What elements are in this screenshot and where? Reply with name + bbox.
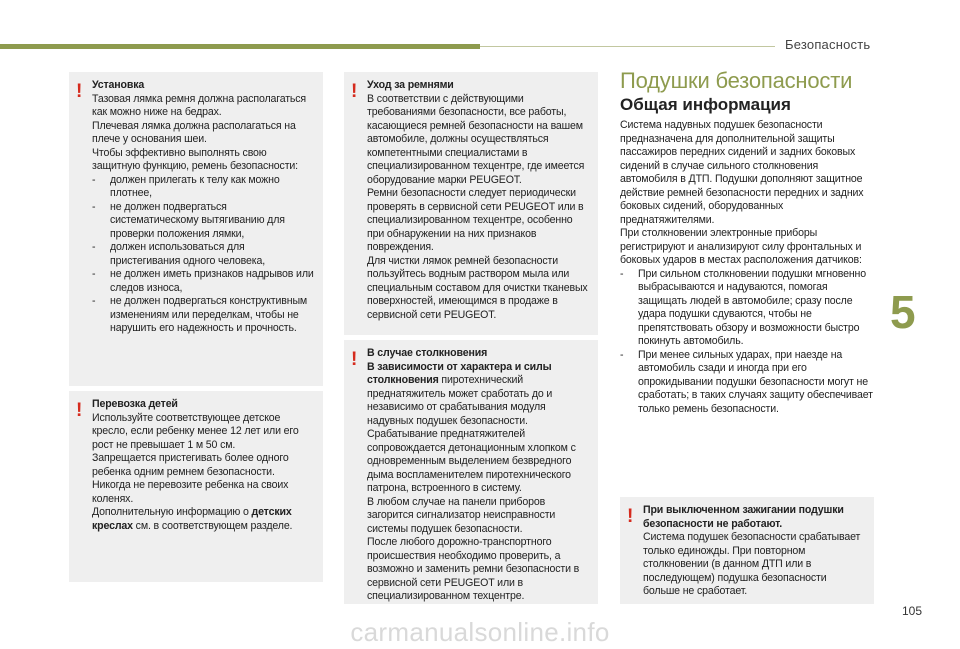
page-title: Подушки безопасности [620,68,853,93]
list-item: - не должен иметь признаков надрывов или следов износа, [92,268,315,295]
paragraph: Ремни безопасности следует периодически проверять в сервисной сети PEUGEOT или в специализированном техцентре, особенно при обнаружении на них признаков повреждения. [367,187,584,253]
box-title: При выключенном зажигании подушки безопасности не работают. [643,504,844,530]
warning-box-ignition [620,497,874,604]
requirements-list [92,174,315,336]
list-item: - При сильном столкновении подушки мгновенно выбрасываются и надуваются, помогая защищать людей в автомобиле; сразу после удара подушки сдуваются, чтобы не препятствовать обзору и возможности быстро покинуть автомобиль. [620,268,878,349]
list-item: - При менее сильных ударах, при наезде на автомобиль сзади и иногда при его опрокидывании подушки безопасности могут не сработать; в таких случаях защиту обеспечивает только ремень безопасности. [620,349,878,417]
list-item: - должен прилегать к телу как можно плотнее, [92,174,315,201]
box-title: В случае столкновения [367,347,488,359]
impact-list [620,268,878,417]
warning-icon: ! [76,81,83,102]
warning-box-installation [69,72,323,386]
warning-icon: ! [351,349,358,370]
paragraph: Тазовая лямка ремня должна располагаться как можно ниже на бедрах. [92,92,307,118]
list-item: - не должен подвергаться систематическому вытягиванию для проверки положения лямки, [92,201,315,242]
paragraph: Для чистки лямок ремней безопасности пользуйтесь водным раствором мыла или специальным составом для очистки тканевых поверхностей, имеющимся в продаже в сервисной сети PEUGEOT. [367,254,588,321]
paragraph: После любого дорожно-транспортного происшествия необходимо проверить, а возможно и заменить ремни безопасности в сервисной сети PEUGEOT или в специализированном техцентре. [367,536,580,602]
paragraph: Чтобы эффективно выполнять свою защитную функцию, ремень безопасности: [92,146,298,172]
paragraph: В соответствии с действующими требованиями безопасности, все работы, касающиеся ремней безопасности на вашем автомобиле, должны осуществляться компетентными специалистами в специализированном техцентре, где имеется оборудование марки PEUGEOT. [367,92,585,186]
text-run-bold: В зависимости от характера и силы столкновения [367,360,552,386]
page-number: 105 [902,604,923,618]
warning-icon: ! [351,81,358,102]
warning-icon: ! [627,506,634,527]
paragraph: Запрещается пристегивать более одного ребенка одним ремнем безопасности. [92,452,289,478]
paragraph: Используйте соответствующее детское кресло, если ребенку менее 12 лет или его рост не превышает 1 м 50 см. [92,411,299,451]
paragraph: Система надувных подушек безопасности предназначена для дополнительной защиты пассажиров передних сидений и задних боковых сидений в случае сильного столкновения автомобиля в ДТП. Подушки дополняют защитное действие ремней безопасности передних и задних боковых сидений, оборудованных преднатяжителями. [620,119,864,226]
paragraph [367,361,590,496]
paragraph: В любом случае на панели приборов загорится сигнализатор неисправности системы подушек безопасности. [367,495,556,535]
watermark: carmanualsonline.info [350,617,610,647]
paragraph: Никогда не перевозите ребенка на своих коленях. [92,479,289,505]
airbags-body [620,119,878,416]
child-seats-reference: детских креслах [92,506,292,532]
paragraph [92,506,315,533]
chapter-number: 5 [890,286,916,338]
list-item: - должен использоваться для пристегивания одного человека, [92,241,315,268]
text-run: Дополнительную информацию о [92,506,252,518]
warning-box-children [69,391,323,582]
paragraph: Система подушек безопасности срабатывает только единожды. При повторном столкновении (в данном ДТП или в последующем) подушка безопасности больше не сработает. [643,531,861,597]
header-rule [480,46,775,47]
box-title: Перевозка детей [92,398,178,410]
list-item: - не должен подвергаться конструктивным изменениям или переделкам, чтобы не нарушить его надежность и прочность. [92,295,315,336]
warning-icon: ! [76,400,83,421]
box-title: Уход за ремнями [367,79,454,91]
section-name: Безопасность [785,37,871,52]
warning-box-care [344,72,598,335]
paragraph: Плечевая лямка должна располагаться на плече у основания шеи. [92,119,296,145]
section-subtitle: Общая информация [620,95,791,114]
text-run: см. в соответствующем разделе. [132,519,293,532]
text-run: пиротехнический преднатяжитель может сработать до и независимо от срабатывания модуля надувных подушек безопасности. Срабатывание преднатяжителей сопровождается детонационным хлопком с одновременным выделением безвредного дыма воспламенителем пиротехнического патрона, встроенного в систему. [367,374,576,494]
box-title: Установка [92,79,145,91]
paragraph: При столкновении электронные приборы регистрируют и анализируют силу фронтальных и боковых ударов в местах расположения датчиков: [620,227,862,266]
header-accent-bar [0,44,480,49]
warning-box-collision [344,340,598,604]
